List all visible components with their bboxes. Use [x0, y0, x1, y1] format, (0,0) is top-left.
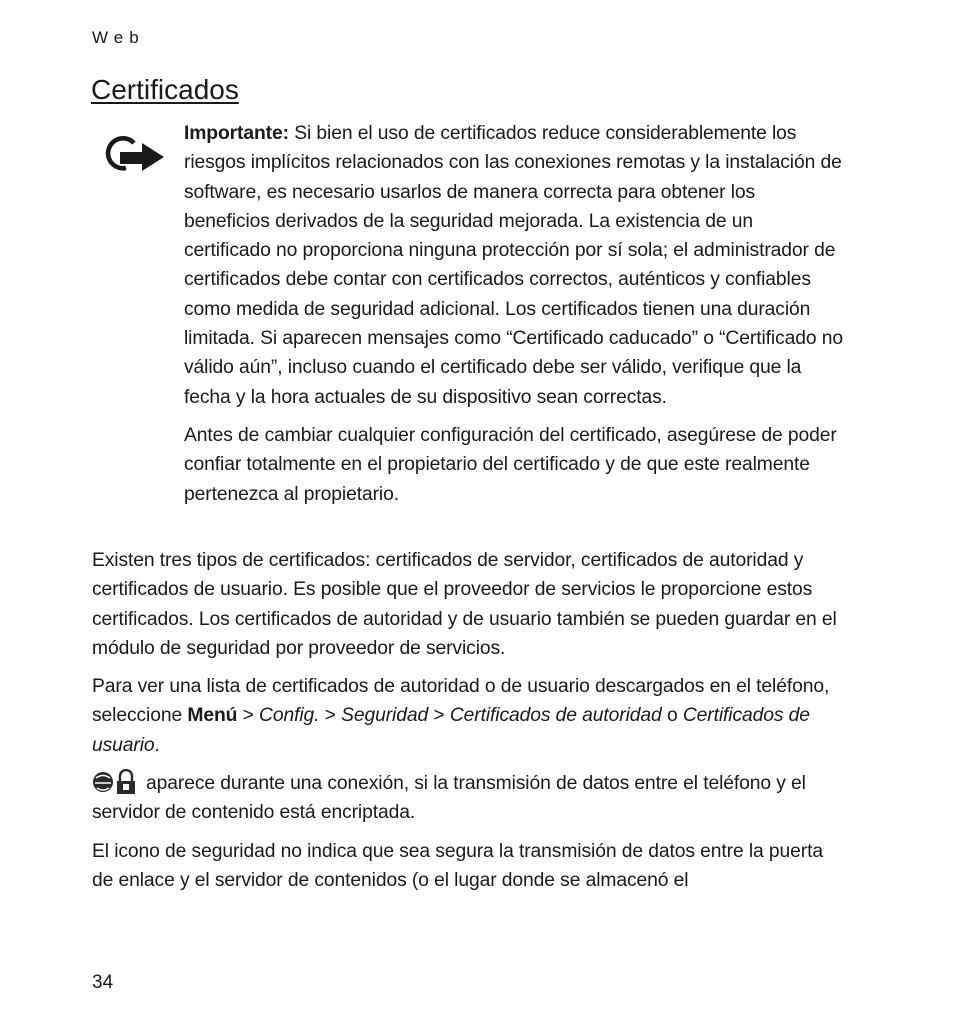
period: .: [154, 734, 160, 756]
body-paragraph-4: El icono de seguridad no indica que sea segura la transmisión de datos entre la puerta de enlace y el servidor de contenidos (o el lugar donde se almacenó el: [92, 840, 823, 891]
body-paragraph-2: [92, 672, 844, 760]
p3-text: aparece durante una conexión, si la transmisión de datos entre el teléfono y el servidor de contenido está encriptada.: [92, 773, 806, 824]
path-sep: >: [237, 705, 260, 727]
path-sep: >: [428, 705, 450, 727]
body-text: [92, 546, 844, 904]
menu-path-cert-autoridad: Certificados de autoridad: [449, 705, 662, 727]
menu-path-seguridad: Seguridad: [341, 705, 429, 727]
body-paragraph-1: Existen tres tipos de certificados: certificados de servidor, certificados de autoridad y certificados de usuario. Es posible que el proveedor de servicios le proporcione estos certificados. Los certificados de autoridad y de usuario también se pueden guardar en el módulo de seguridad por proveedor de servicios.: [92, 550, 837, 659]
page-number: 34: [92, 972, 114, 993]
warning-hand-icon: [100, 134, 166, 174]
note-label: Importante:: [184, 123, 289, 144]
menu-path-menu: Menú: [187, 705, 238, 727]
section-title: Certificados: [91, 74, 239, 105]
important-note: [184, 119, 844, 518]
body-paragraph-3: [92, 769, 844, 828]
note-paragraph-2: Antes de cambiar cualquier configuración del certificado, asegúrese de poder confiar totalmente en el propietario del certificado y de que este realmente pertenezca al propietario.: [184, 424, 837, 505]
secure-connection-lock-icon: [92, 769, 138, 795]
menu-path-config: Config.: [259, 705, 320, 727]
path-sep: >: [319, 705, 342, 727]
running-head: Web: [92, 28, 145, 47]
p2-text: Para ver una lista de certificados de autoridad o de usuario descargados en el teléfono, seleccione: [92, 676, 830, 727]
menu-path-cert-usuario: Certificados de usuario: [92, 705, 810, 756]
or-text: o: [661, 705, 683, 727]
note-paragraph-1: [184, 119, 844, 412]
note-text-1: Si bien el uso de certificados reduce considerablemente los riesgos implícitos relacionados con las conexiones remotas y la instalación de software, es necesario usarlos de manera correcta para obtener los beneficios derivados de la seguridad mejorada. La existencia de un certificado no proporciona ninguna protección por sí sola; el administrador de certificados debe contar con certificados correctos, auténticos y confiables como medida de seguridad adicional. Los certificados tienen una duración limitada. Si aparecen mensajes como “Certificado caducado” o “Certificado no válido aún”, incluso cuando el certificado debe ser válido, verifique que la fecha y la hora actuales de su dispositivo sean correctas.: [184, 123, 843, 408]
